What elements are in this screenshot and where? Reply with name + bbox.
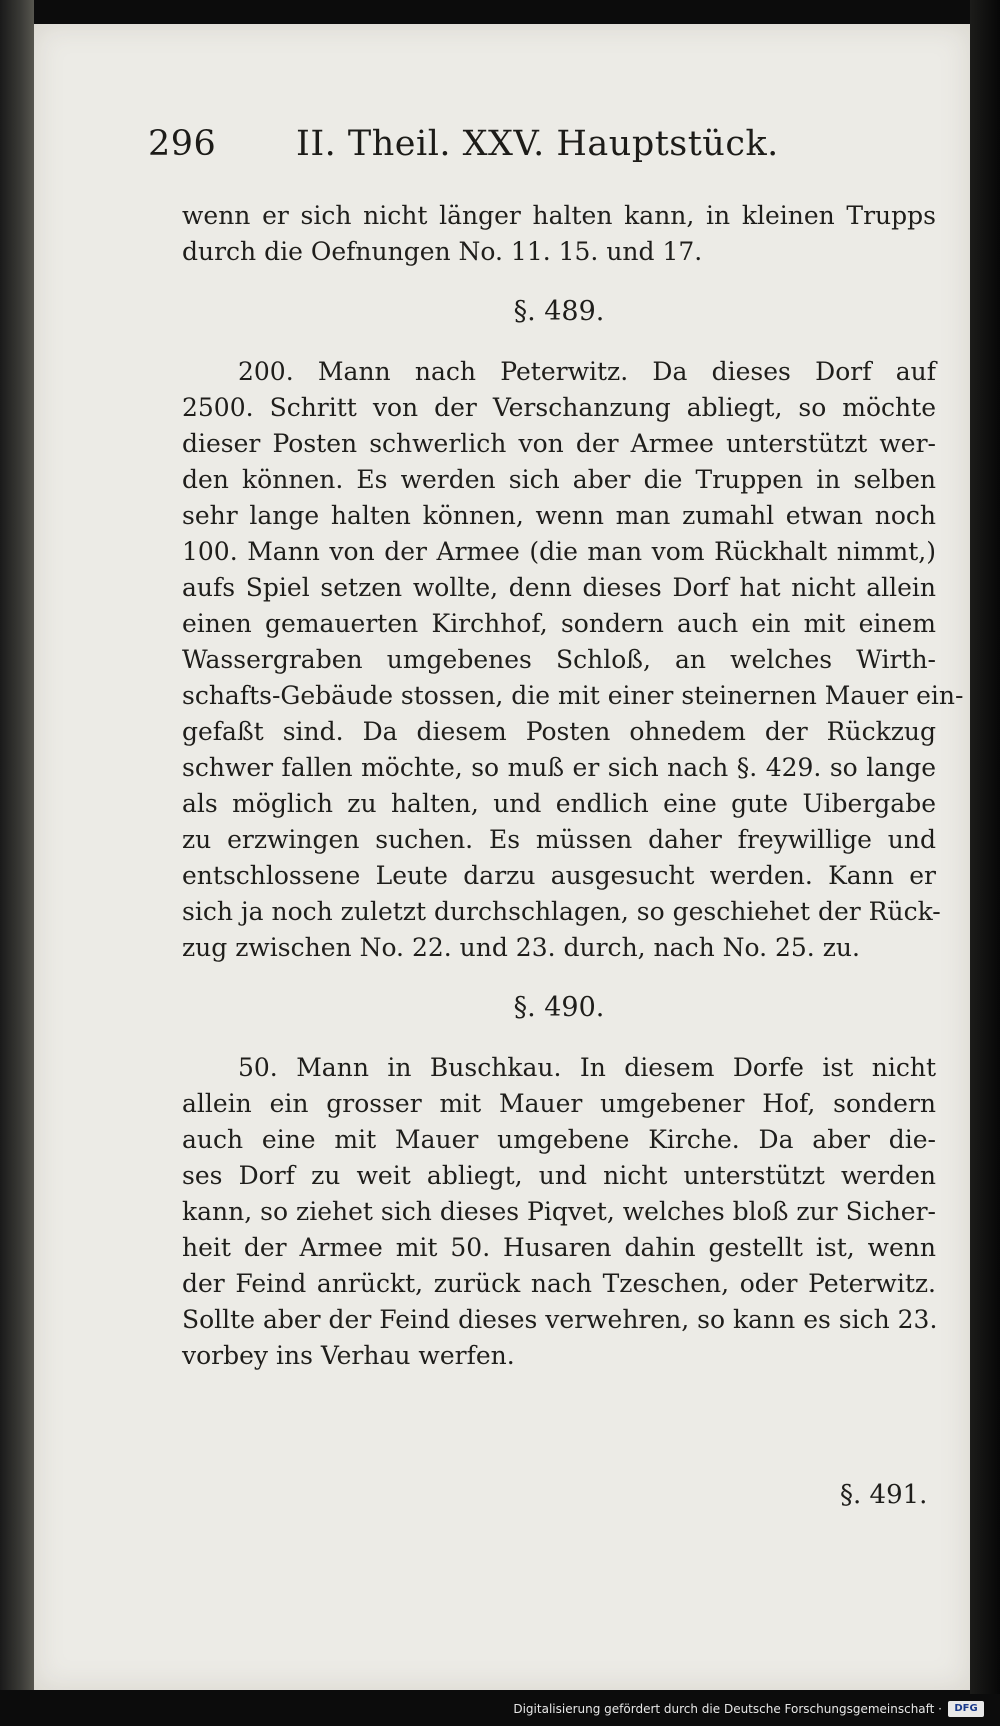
text-line: dieser Posten schwerlich von der Armee unterstützt wer- xyxy=(182,429,936,458)
footer-bar xyxy=(0,1694,1000,1726)
page-header xyxy=(148,124,788,172)
text-line: der Feind anrückt, zurück nach Tzeschen, oder Peterwitz. xyxy=(182,1269,936,1298)
text-line: durch die Oefnungen No. 11. 15. und 17. xyxy=(182,237,703,266)
page-number: 296 xyxy=(148,124,217,164)
section-heading-489: §. 489. xyxy=(513,296,605,327)
text-line: schafts-Gebäude stossen, die mit einer steinernen Mauer ein- xyxy=(182,681,964,710)
text-line: Wassergraben umgebenes Schloß, an welches Wirth- xyxy=(182,645,936,674)
text-line: schwer fallen möchte, so muß er sich nach §. 429. so lange xyxy=(182,753,936,782)
text-line: ses Dorf zu weit abliegt, und nicht unterstützt werden xyxy=(182,1161,936,1190)
text-line: sich ja noch zuletzt durchschlagen, so geschiehet der Rück- xyxy=(182,897,941,926)
text-line: sehr lange halten können, wenn man zumahl etwan noch xyxy=(182,501,936,530)
section-heading-490: §. 490. xyxy=(513,992,605,1023)
text-line: den können. Es werden sich aber die Truppen in selben xyxy=(182,465,936,494)
text-line: aufs Spiel setzen wollte, denn dieses Dorf hat nicht allein xyxy=(182,573,936,602)
book-binding-edge xyxy=(0,0,34,1690)
running-head: II. Theil. XXV. Hauptstück. xyxy=(296,124,779,164)
text-line: einen gemauerten Kirchhof, sondern auch ein mit einem xyxy=(182,609,936,638)
text-line: Sollte aber der Feind dieses verwehren, so kann es sich 23. xyxy=(182,1305,938,1334)
text-line: als möglich zu halten, und endlich eine gute Uibergabe xyxy=(182,789,936,818)
text-line: zug zwischen No. 22. und 23. durch, nach No. 25. zu. xyxy=(182,933,860,962)
text-line: gefaßt sind. Da diesem Posten ohnedem der Rückzug xyxy=(182,717,936,746)
text-line: vorbey ins Verhau werfen. xyxy=(182,1341,515,1370)
text-line: allein ein grosser mit Mauer umgebener Hof, sondern xyxy=(182,1089,936,1118)
text-line: heit der Armee mit 50. Husaren dahin gestellt ist, wenn xyxy=(182,1233,936,1262)
text-line: 2500. Schritt von der Verschanzung abliegt, so möchte xyxy=(182,393,936,422)
dfg-logo: DFG xyxy=(948,1701,984,1717)
catchword: §. 491. xyxy=(840,1480,928,1510)
text-line: wenn er sich nicht länger halten kann, in kleinen Trupps xyxy=(182,201,936,230)
book-right-edge xyxy=(970,0,1000,1726)
text-line: 200. Mann nach Peterwitz. Da dieses Dorf auf xyxy=(238,357,936,386)
text-line: entschlossene Leute darzu ausgesucht werden. Kann er xyxy=(182,861,936,890)
text-line: 100. Mann von der Armee (die man vom Rückhalt nimmt,) xyxy=(182,537,936,566)
funding-credit: Digitalisierung gefördert durch die Deutsche Forschungsgemeinschaft · xyxy=(513,1702,942,1716)
body-text xyxy=(182,198,964,1374)
text-line: auch eine mit Mauer umgebene Kirche. Da aber die- xyxy=(182,1125,936,1154)
text-line: 50. Mann in Buschkau. In diesem Dorfe ist nicht xyxy=(238,1053,936,1082)
text-line: zu erzwingen suchen. Es müssen daher freywillige und xyxy=(182,825,936,854)
text-line: kann, so ziehet sich dieses Piqvet, welches bloß zur Sicher- xyxy=(182,1197,936,1226)
